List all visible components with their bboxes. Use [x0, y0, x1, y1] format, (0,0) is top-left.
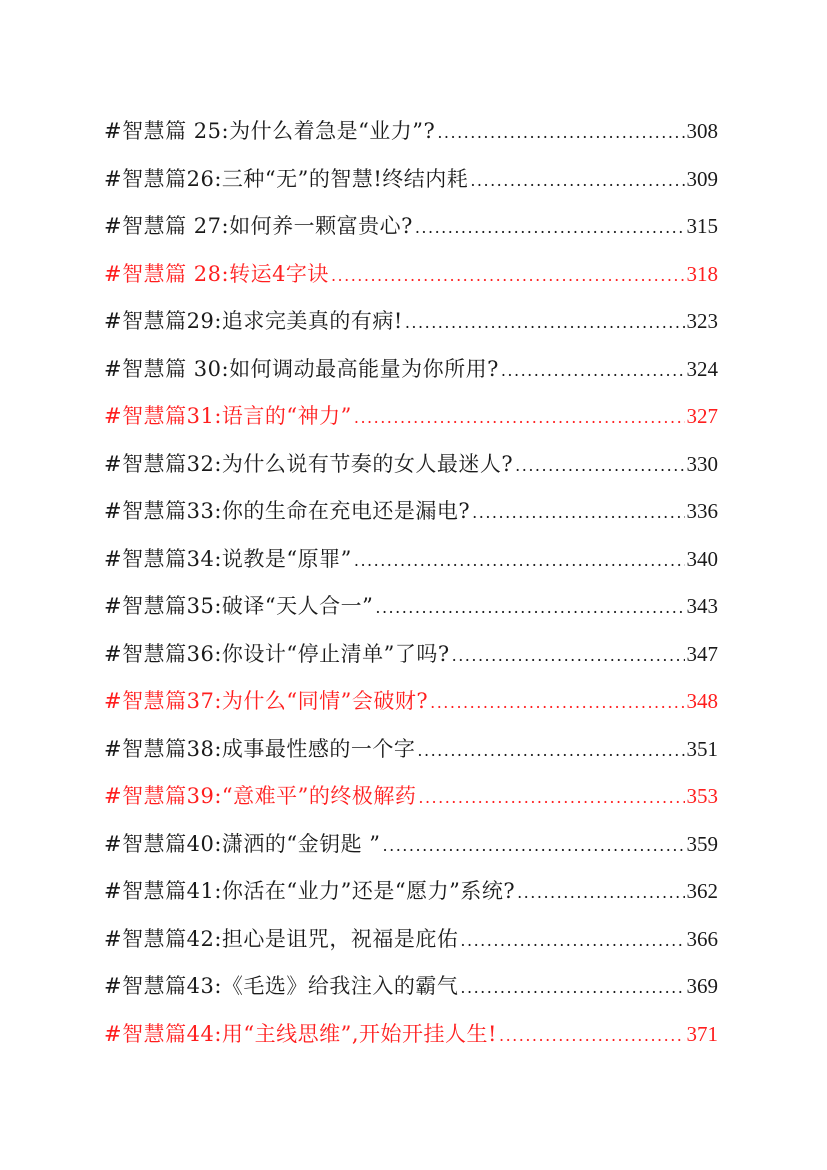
dot-leader — [354, 394, 685, 442]
toc-entry-title: #智慧篇 30:如何调动最高能量为你所用? — [104, 356, 499, 381]
dot-leader — [472, 489, 684, 537]
toc-entry-title: #智慧篇29:追求完美真的有病! — [104, 309, 403, 333]
toc-entry-page: 323 — [686, 309, 718, 333]
toc-entry-title: #智慧篇43:《毛选》给我注入的霸气 — [104, 974, 459, 998]
dot-leader — [517, 869, 684, 917]
toc-entry-page: 362 — [686, 879, 718, 903]
toc-entry[interactable] — [104, 678, 718, 726]
toc-entry-title: #智慧篇40:潇洒的“金钥匙 ” — [104, 831, 381, 856]
toc-entry-title: #智慧篇26:三种“无”的智慧!终结内耗 — [104, 166, 469, 191]
toc-entry[interactable] — [104, 773, 718, 821]
toc-entry-title: #智慧篇36:你设计“停止清单”了吗? — [104, 641, 450, 666]
toc-entry-page: 369 — [686, 974, 718, 998]
toc-entry-page: 351 — [686, 736, 718, 761]
toc-entry-title: #智慧篇32:为什么说有节奏的女人最迷人? — [104, 451, 514, 476]
toc-entry[interactable] — [104, 108, 718, 156]
toc-entry-page: 371 — [686, 1021, 718, 1046]
dot-leader — [354, 537, 685, 585]
toc-entry[interactable] — [104, 1011, 718, 1059]
toc-entry-page: 359 — [686, 831, 718, 856]
toc-entry-page: 308 — [686, 119, 718, 143]
toc-entry[interactable] — [104, 821, 718, 869]
toc-entry-title: #智慧篇38:成事最性感的一个字 — [104, 736, 416, 761]
toc-entry-title: #智慧篇 25:为什么着急是“业力”? — [104, 119, 436, 143]
toc-entry-page: 336 — [686, 499, 718, 523]
dot-leader — [437, 109, 684, 157]
toc-entry-title: #智慧篇41:你活在“业力”还是“愿力”系统? — [104, 879, 516, 903]
toc-entry-title: #智慧篇 27:如何养一颗富贵心? — [104, 214, 413, 238]
toc-entry-title: #智慧篇39:“意难平”的终极解药 — [104, 784, 417, 808]
toc-entry[interactable] — [104, 441, 718, 489]
toc-entry-page: 366 — [686, 926, 718, 951]
toc-entry-title: #智慧篇34:说教是“原罪” — [104, 546, 352, 571]
toc-entry-page: 330 — [686, 451, 718, 476]
toc-entry-title: #智慧篇37:为什么“同情”会破财? — [104, 689, 429, 713]
dot-leader — [383, 822, 685, 870]
toc-entry-page: 347 — [686, 641, 718, 666]
toc-entry[interactable] — [104, 203, 718, 251]
toc-entry-page: 318 — [686, 261, 718, 286]
toc-entry-title: #智慧篇31:语言的“神力” — [104, 404, 352, 428]
toc-entry-title: #智慧篇33:你的生命在充电还是漏电? — [104, 499, 471, 523]
dot-leader — [501, 347, 685, 395]
dot-leader — [499, 1012, 685, 1060]
toc-entry-title: #智慧篇 28:转运4字诀 — [104, 261, 329, 286]
toc-entry[interactable] — [104, 583, 718, 631]
toc-entry[interactable] — [104, 631, 718, 679]
dot-leader — [405, 299, 685, 347]
toc-entry[interactable] — [104, 963, 718, 1011]
toc-entry-page: 348 — [686, 689, 718, 713]
toc-entry[interactable] — [104, 868, 718, 916]
toc-entry-title: #智慧篇35:破译“天人合一” — [104, 594, 374, 618]
dot-leader — [515, 442, 684, 490]
dot-leader — [331, 252, 685, 300]
toc-entry[interactable] — [104, 251, 718, 299]
toc-entry-page: 309 — [686, 166, 718, 191]
dot-leader — [375, 584, 684, 632]
toc-entry-title: #智慧篇44:用“主线思维”,开始开挂人生! — [104, 1021, 497, 1046]
toc-entry-page: 353 — [686, 784, 718, 808]
dot-leader — [460, 917, 684, 965]
dot-leader — [430, 679, 684, 727]
toc-entry-page: 327 — [686, 404, 718, 428]
toc-entry-title: #智慧篇42:担心是诅咒，祝福是庇佑 — [104, 926, 459, 951]
toc-entry[interactable] — [104, 393, 718, 441]
toc-entry[interactable] — [104, 346, 718, 394]
toc-entry-page: 340 — [686, 546, 718, 571]
toc-entry-page: 343 — [686, 594, 718, 618]
toc-entry[interactable] — [104, 916, 718, 964]
toc-entry[interactable] — [104, 536, 718, 584]
dot-leader — [418, 774, 684, 822]
dot-leader — [470, 157, 684, 205]
toc-entry-page: 324 — [686, 356, 718, 381]
toc-entry[interactable] — [104, 726, 718, 774]
dot-leader — [415, 204, 685, 252]
dot-leader — [452, 632, 685, 680]
toc-entry-page: 315 — [686, 214, 718, 238]
toc-entry[interactable] — [104, 156, 718, 204]
toc-entry[interactable] — [104, 298, 718, 346]
table-of-contents — [104, 108, 718, 1058]
dot-leader — [460, 964, 684, 1012]
toc-entry[interactable] — [104, 488, 718, 536]
dot-leader — [417, 727, 684, 775]
